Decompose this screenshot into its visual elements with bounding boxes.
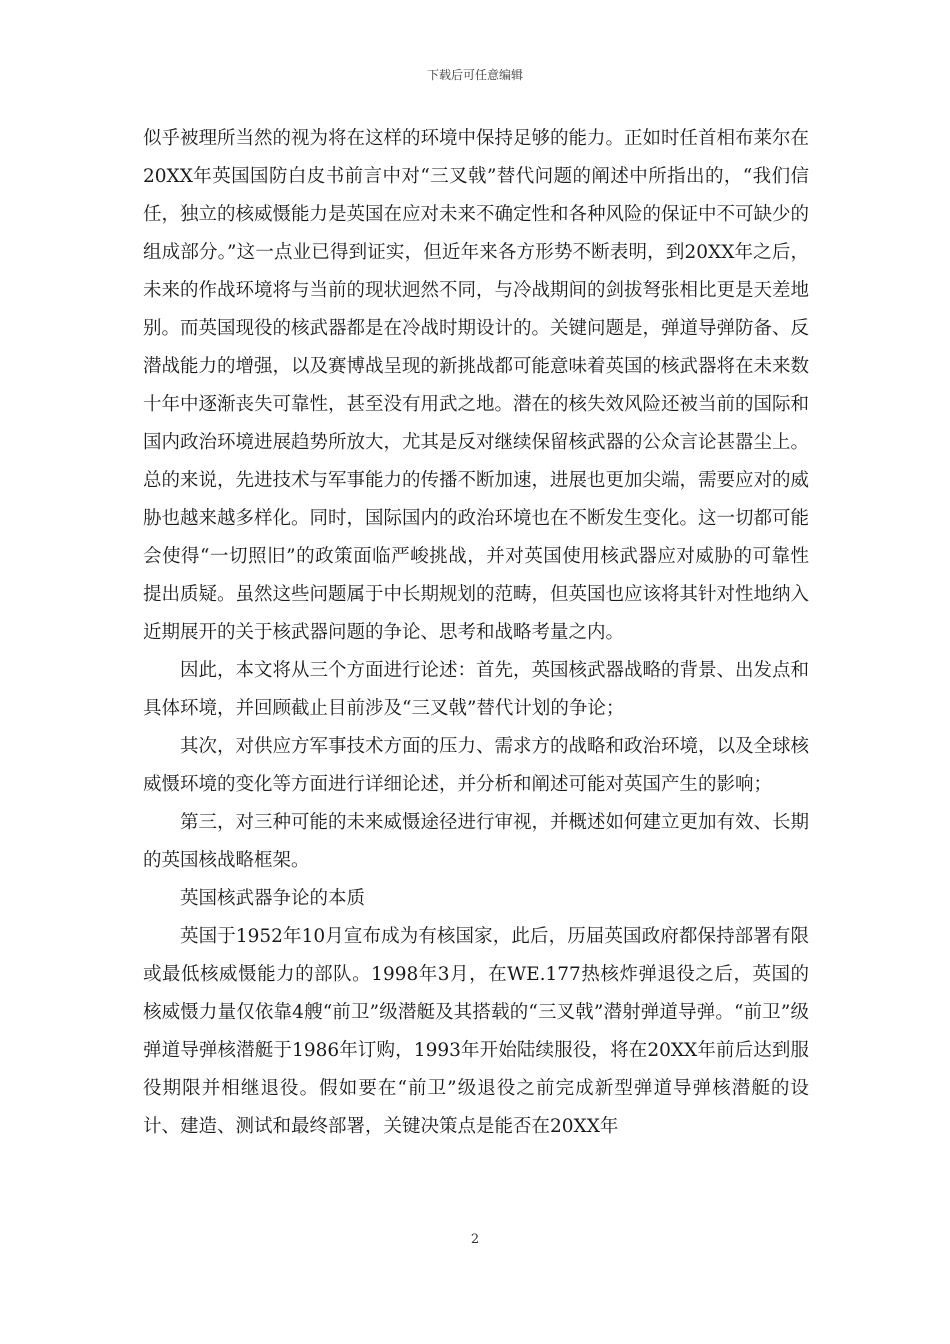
paragraph-2: 因此，本文将从三个方面进行论述：首先，英国核武器战略的背景、出发点和具体环境，并回顾截止目前涉及“三叉戟”替代计划的争论； bbox=[143, 660, 810, 719]
paragraph-5: 英国于1952年10月宣布成为有核国家，此后，历届英国政府都保持部署有限或最低核威慑能力的部队。1998年3月，在WE.177热核炸弹退役之后，英国的核威慑力量仅依靠4艘“前卫”级潜艇及其搭载的“三叉戟”潜射弹道导弹。“前卫”级弹道导弹核潜艇于1986年订购，1993年开始陆续服役，将在20XX年前后达到服役期限并相继退役。假如要在“前卫”级退役之前完成新型弹道导弹核潜艇的设计、建造、测试和最终部署，关键决策点是能否在20XX年 bbox=[143, 926, 809, 1137]
section-heading: 英国核武器争论的本质 bbox=[180, 888, 366, 909]
document-body bbox=[143, 120, 809, 1146]
paragraph-3: 其次，对供应方军事技术方面的压力、需求方的战略和政治环境，以及全球核威慑环境的变化等方面进行详细论述，并分析和阐述可能对英国产生的影响； bbox=[143, 736, 810, 795]
paragraph-4: 第三，对三种可能的未来威慑途径进行审视，并概述如何建立更加有效、长期的英国核战略框架。 bbox=[143, 812, 810, 871]
page-number: 2 bbox=[470, 1232, 480, 1247]
paragraph-1: 似乎被理所当然的视为将在这样的环境中保持足够的能力。正如时任首相布莱尔在20XX年英国国防白皮书前言中对“三叉戟”替代问题的阐述中所指出的，“我们信任，独立的核威慑能力是英国在应对未来不确定性和各种风险的保证中不可缺少的组成部分。”这一点业已得到证实，但近年来各方形势不断表明，到20XX年之后，未来的作战环境将与当前的现状迥然不同，与冷战期间的剑拔弩张相比更是天差地别。而英国现役的核武器都是在冷战时期设计的。关键问题是，弹道导弹防备、反潜战能力的增强，以及赛博战呈现的新挑战都可能意味着英国的核武器将在未来数十年中逐渐丧失可靠性，甚至没有用武之地。潜在的核失效风险还被当前的国际和国内政治环境进展趋势所放大，尤其是反对继续保留核武器的公众言论甚嚣尘上。总的来说，先进技术与军事能力的传播不断加速，进展也更加尖端，需要应对的威胁也越来越多样化。同时，国际国内的政治环境也在不断发生变化。这一切都可能会使得“一切照旧”的政策面临严峻挑战，并对英国使用核武器应对威胁的可靠性提出质疑。虽然这些问题属于中长期规划的范畴，但英国也应该将其针对性地纳入近期展开的关于核武器问题的争论、思考和战略考量之内。 bbox=[143, 128, 810, 643]
page-header: 下载后可任意编辑 bbox=[426, 68, 523, 82]
